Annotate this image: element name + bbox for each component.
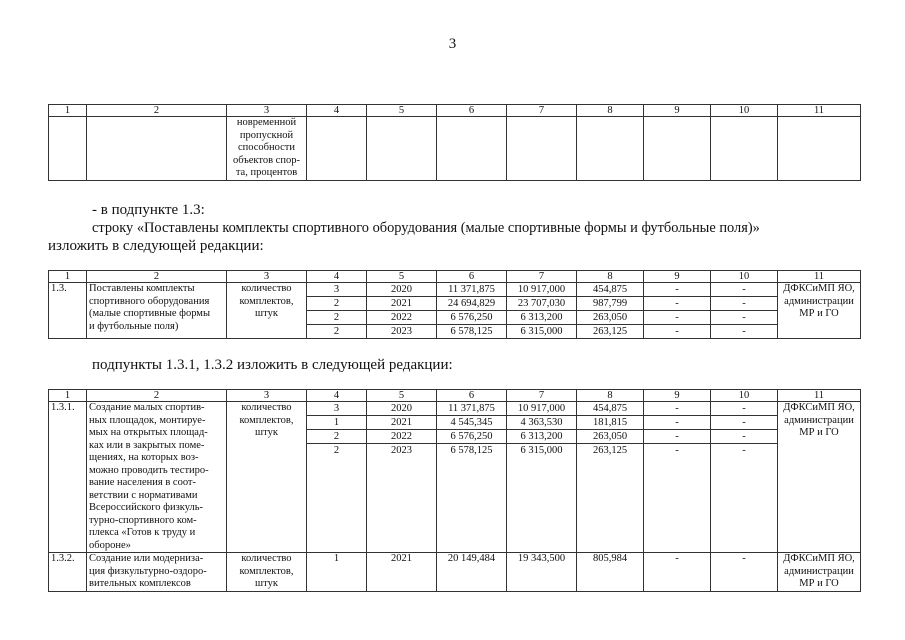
- col7-values: 10 917,000 23 707,030 6 313,200 6 315,000: [507, 283, 577, 339]
- paragraph-subitem: - в подпункте 1.3:: [92, 202, 205, 218]
- col-header: 7: [507, 105, 577, 117]
- col-header: 11: [778, 105, 861, 117]
- col-header: 6: [437, 105, 507, 117]
- executor-cell: ДФКСиМП ЯО, администрации МР и ГО: [778, 553, 861, 592]
- paragraph-subitems: подпункты 1.3.1, 1.3.2 изложить в следующей редакции:: [92, 357, 453, 373]
- col-header: 9: [644, 390, 711, 402]
- table-row: [49, 553, 861, 592]
- col4-values: 3 2 2 2: [307, 283, 367, 339]
- row-number: 1.3.2.: [49, 553, 87, 592]
- col-header: 5: [367, 105, 437, 117]
- table-continuation: [48, 104, 861, 181]
- row-title: Поставлены комплекты спортивного оборудования (малые спортивные формы и футбольные поля): [87, 283, 227, 339]
- col-header: 2: [87, 271, 227, 283]
- col8-value: 805,984: [577, 553, 644, 592]
- col-header: 10: [711, 271, 778, 283]
- row-title: Создание малых спортив- ных площадок, монтируе- мых на открытых площад- ках или в закрытых поме- щениях, на которых воз- можно проводить тестиро- вание населения в соот- ветствии с нормативами Всероссийского физкуль- турно-спортивного ком- плекса «Готов к труду и обороне»: [87, 402, 227, 553]
- col8-values: 454,875 987,799 263,050 263,125: [577, 283, 644, 339]
- col9-value: -: [644, 553, 711, 592]
- total-values: 11 371,875 24 694,829 6 576,250 6 578,125: [437, 283, 507, 339]
- row-number: 1.3.1.: [49, 402, 87, 553]
- col9-values: - - - -: [644, 283, 711, 339]
- col-header: 4: [307, 271, 367, 283]
- table-row: [49, 117, 861, 181]
- year-values: 2020 2021 2022 2023: [367, 283, 437, 339]
- paragraph-edition: изложить в следующей редакции:: [48, 238, 264, 254]
- col-header: 3: [227, 105, 307, 117]
- paragraph-line-replace: строку «Поставлены комплекты спортивного оборудования (малые спортивные формы и футбольные поля)»: [92, 220, 760, 236]
- col-header: 1: [49, 105, 87, 117]
- col-header: 8: [577, 271, 644, 283]
- col-header: 4: [307, 105, 367, 117]
- col-header: 9: [644, 271, 711, 283]
- total-values: 11 371,875 4 545,345 6 576,250 6 578,125: [437, 402, 507, 553]
- col-header: 7: [507, 390, 577, 402]
- executor-cell: ДФКСиМП ЯО, администрации МР и ГО: [778, 402, 861, 553]
- col10-values: - - - -: [711, 283, 778, 339]
- col-header: 4: [307, 390, 367, 402]
- col4-value: 1: [307, 553, 367, 592]
- header-row: [49, 271, 861, 283]
- col-header: 3: [227, 390, 307, 402]
- col10-value: -: [711, 553, 778, 592]
- col-header: 5: [367, 271, 437, 283]
- row-title: Создание или модерниза- ция физкультурно-оздоро- вительных комплексов: [87, 553, 227, 592]
- year-value: 2021: [367, 553, 437, 592]
- table-row: [49, 402, 861, 553]
- col7-values: 10 917,000 4 363,530 6 313,200 6 315,000: [507, 402, 577, 553]
- col-header: 2: [87, 390, 227, 402]
- col-header: 1: [49, 390, 87, 402]
- col-header: 8: [577, 390, 644, 402]
- col8-values: 454,875 181,815 263,050 263,125: [577, 402, 644, 553]
- col10-values: - - - -: [711, 402, 778, 553]
- col-header: 5: [367, 390, 437, 402]
- header-row: [49, 105, 861, 117]
- col-header: 3: [227, 271, 307, 283]
- total-value: 20 149,484: [437, 553, 507, 592]
- col-header: 11: [778, 390, 861, 402]
- year-values: 2020 2021 2022 2023: [367, 402, 437, 553]
- table-row: [49, 283, 861, 339]
- col4-values: 3 1 2 2: [307, 402, 367, 553]
- col-header: 7: [507, 271, 577, 283]
- col-header: 6: [437, 390, 507, 402]
- col7-value: 19 343,500: [507, 553, 577, 592]
- col-header: 11: [778, 271, 861, 283]
- table-1-3-1-2: [48, 389, 861, 592]
- col-header: 10: [711, 390, 778, 402]
- col-header: 6: [437, 271, 507, 283]
- col-header: 2: [87, 105, 227, 117]
- row-number: 1.3.: [49, 283, 87, 339]
- col9-values: - - - -: [644, 402, 711, 553]
- indicator-text: новременной пропускной способности объектов спор- та, процентов: [227, 117, 307, 181]
- page-number: 3: [448, 36, 457, 52]
- table-1-3: [48, 270, 861, 339]
- executor-cell: ДФКСиМП ЯО, администрации МР и ГО: [778, 283, 861, 339]
- header-row: [49, 390, 861, 402]
- unit-cell: количество комплектов, штук: [227, 402, 307, 553]
- col-header: 10: [711, 105, 778, 117]
- col-header: 8: [577, 105, 644, 117]
- col-header: 9: [644, 105, 711, 117]
- unit-cell: количество комплектов, штук: [227, 553, 307, 592]
- unit-cell: количество комплектов, штук: [227, 283, 307, 339]
- col-header: 1: [49, 271, 87, 283]
